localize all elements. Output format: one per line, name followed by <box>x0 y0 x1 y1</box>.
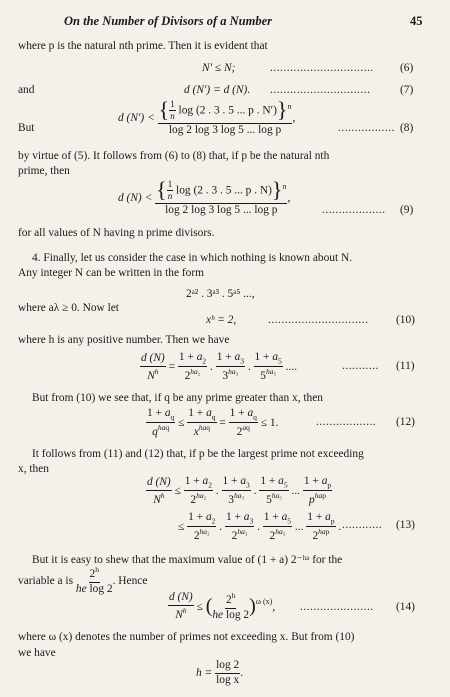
equation-number-8: (8) <box>400 122 414 134</box>
equation-number-14: (14) <box>396 601 415 613</box>
text-line: we have <box>18 647 56 659</box>
prime-power-form: 2ᵃ² . 3ᵃ³ . 5ᵃ⁵ ..., <box>186 288 255 300</box>
eq8-numerator: { $\frac{1}{n}$ log (2 . 3 . 5 ... p . N′)}$^n$ <box>158 100 293 124</box>
equation-number-9: (9) <box>400 204 414 216</box>
leader-dots: .............................. <box>270 84 371 96</box>
equation-9: d (N) < { $\frac{1}{n}$ log (2 . 3 . 5 ... p . N)}$^n$ log 2 log 3 log 5 ... log p , <box>118 176 291 216</box>
eq8-lead: d (N′) < <box>118 112 155 125</box>
equation-number-7: (7) <box>400 84 414 96</box>
leader-dots: ................. <box>338 122 395 134</box>
equation-number-13: (13) <box>396 519 415 531</box>
leader-dots: .............................. <box>268 314 369 326</box>
running-header-title: On the Number of Divisors of a Number <box>64 14 272 28</box>
text-line: x, then <box>18 463 50 475</box>
text-line: where ω (x) denotes the number of primes not exceeding x. But from (10) <box>18 631 355 643</box>
leader-dots: ............ <box>342 519 383 531</box>
equation-10: xʰ = 2, <box>206 314 237 326</box>
equation-h: h = $\frac{\log 2}{\text{log x}}$ . <box>196 659 244 686</box>
text-line: where aλ ≥ 0. Now let <box>18 302 119 314</box>
leader-dots: ................... <box>322 204 386 216</box>
equation-number-6: (6) <box>400 62 414 74</box>
equation-number-11: (11) <box>396 360 415 372</box>
text-line: It follows from (11) and (12) that, if p be the largest prime not exceeding <box>32 448 364 460</box>
equation-13-line-1: d (N) $N^h$ ≤ $1 + a_2$ $2^{ha_2}$ . $1 + a_3$ $3^{ha_3}$ . $1 + a_5$ $5^{ha_5}$ ... $1 + a_p$ $p^{hap}$ <box>147 475 332 506</box>
text-but: But <box>18 122 35 134</box>
equation-11: d (N) $N^h$ = $1 + a_2$ $2^{ha_2}$ . $1 + a_3$ $3^{ha_3}$ . $1 + a_5$ $5^{ha_5}$ .... <box>141 351 298 382</box>
text-line: for all values of N having n prime divisors. <box>18 227 215 239</box>
equation-6: N′ ≤ N; <box>202 62 236 74</box>
equation-12: $1 + a_q$ $q^{haq}$ ≤ $1 + a_q$ $x^{haq}$ = $1 + a_q$ $2^{aq}$ ≤ 1. <box>147 407 279 438</box>
page-number: 45 <box>410 14 423 28</box>
leader-dots: ............................... <box>270 62 374 74</box>
leader-dots: .................. <box>316 416 377 428</box>
text-line: But from (10) we see that, if q be any prime greater than x, then <box>32 392 323 404</box>
text-line: where p is the natural nth prime. Then it is evident that <box>18 40 268 52</box>
equation-14: d (N) $N^h$ ≤ ( 2$^h$ he log 2 ) ω (x) , <box>169 591 276 621</box>
equation-8: d (N′) < { $\frac{1}{n}$ log (2 . 3 . 5 ... p . N′)}$^n$ log 2 log 3 log 5 ... log p , <box>118 96 296 136</box>
text-line-with-fraction: variable a is 2$^h$ he log 2 . Hence <box>18 565 148 595</box>
equation-7: d (N′) = d (N). <box>184 84 251 96</box>
text-line: by virtue of (5). It follows from (6) to (8) that, if p be the natural nth <box>18 150 330 162</box>
text-and: and <box>18 84 35 96</box>
text-line: Any integer N can be written in the form <box>18 267 204 279</box>
text-line: 4. Finally, let us consider the case in which nothing is known about N. <box>32 252 353 264</box>
eq8-denominator: log 2 log 3 log 5 ... log p <box>168 123 282 136</box>
text-line: But it is easy to shew that the maximum value of (1 + a) 2⁻ʰᵃ for the <box>32 554 343 566</box>
equation-number-12: (12) <box>396 416 415 428</box>
eq8-fraction <box>158 96 293 137</box>
text-line: where h is any positive number. Then we have <box>18 334 230 346</box>
text-line: prime, then <box>18 165 70 177</box>
leader-dots: ...................... <box>300 601 374 613</box>
equation-number-10: (10) <box>396 314 415 326</box>
equation-13-line-2: ≤ $1 + a_2$ $2^{ha_2}$ . $1 + a_3$ $2^{ha_3}$ . $1 + a_5$ $2^{ha_5}$ ... $1 + a_p$ $2^{hap}$ . <box>178 511 342 542</box>
leader-dots: ........... <box>342 360 379 372</box>
